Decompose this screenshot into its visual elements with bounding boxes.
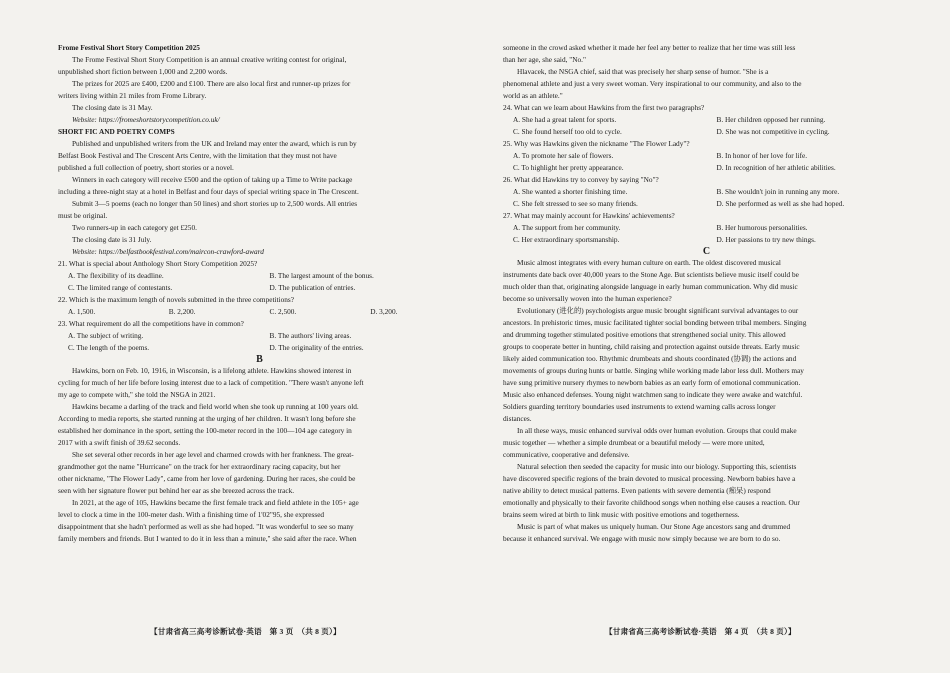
text-line: cycling for much of her life before losing interest due to a lack of competition. "There wasn't anyone left [58,378,364,387]
text-line: phenomenal athlete and just a very sweet woman. Very inspirational to our community, and also to the [503,79,802,88]
option-row [503,198,910,210]
text-line: communicative, cooperative and defensive. [503,450,630,459]
text-line: movements of groups during hunts or battle. Singing while working made labor less dull. Mothers may [503,366,804,375]
text-line: She set several other records in her age level and charmed crowds with her frankness. The great- [72,450,354,459]
text-line: groups to cooperate better in hunting, child raising and protection against outside threats. Early music [503,342,800,351]
text-line: Published and unpublished writers from the UK and Ireland may enter the award, which is run by [72,139,357,148]
closing-date: The closing date is 31 May. [72,103,153,112]
option: C. To highlight her pretty appearance. [513,163,624,172]
footer-right: 【甘肃省高三高考诊断试卷·英语 第 4 页 （共 8 页）】 [605,627,796,636]
text-line: world as an athlete." [503,91,563,100]
text-line: music together — whether a simple drumbeat or a beautiful melody — were more united, [503,438,765,447]
text-line: 2017 with a swift finish of 39.62 seconds. [58,438,181,447]
text-line: The prizes for 2025 are £400, £200 and £100. There are also local first and runner-up prizes for [72,79,351,88]
text-line: someone in the crowd asked whether it made her feel any better to realize that her time was still less [503,43,796,52]
text-line: family members and friends. But I wanted to do it in less than a minute," she said after the race. When [58,534,357,543]
text-line: other nickname, "The Flower Lady", came from her love of gardening. During her races, she could be [58,474,356,483]
section-c-heading: C [702,246,711,257]
text-line: than her age, she said, "No." [503,55,586,64]
option: D. Her passions to try new things. [716,235,816,244]
option-row [503,234,910,246]
website-line: Website: https://belfastbookfestival.com/maircon-crawford-award [72,247,264,256]
text-line: must be original. [58,211,108,220]
text-line: published a full collection of poetry, short stories or a novel. [58,163,234,172]
closing-date: The closing date is 31 July. [72,235,152,244]
question-stem: 24. What can we learn about Hawkins from the first two paragraphs? [503,103,705,112]
text-line: Music almost integrates with every human culture on earth. The oldest discovered musical [517,258,781,267]
option: B. She wouldn't join in running any more. [716,187,840,196]
option-row [58,282,461,294]
footer-left: 【甘肃省高三高考诊断试卷·英语 第 3 页 （共 8 页）】 [150,627,341,636]
passage-b [58,365,461,545]
option: D. She was not competitive in cycling. [716,127,830,136]
text-line: distances. [503,414,532,423]
option: D. In recognition of her athletic abilities. [716,163,836,172]
option-row [58,342,461,354]
text-line: Hlavacek, the NSGA chief, said that was precisely her sharp sense of humor. "She is a [517,67,769,76]
questions-a [58,258,461,354]
question-stem: 21. What is special about Anthology Short Story Competition 2025? [58,259,258,268]
question-stem: 26. What did Hawkins try to convey by saying "No"? [503,175,659,184]
text-line: established her dominance in the sport, setting the 100-meter record in the 100—104 age category in [58,426,352,435]
text-line: have discovered specific regions of the brain devoted to musical processing. Newborn babies have a [503,474,796,483]
text-line: much older than that, originating alongside language in early human communication. Why did music [503,282,798,291]
option: C. She felt stressed to see so many friends. [513,199,638,208]
option: C. The limited range of contestants. [68,283,173,292]
text-line: emotionally and physically to their favorite childhood songs when nothing else causes a reaction. Our [503,498,800,507]
option: A. She wanted a shorter finishing time. [513,187,628,196]
option: A. She had a great talent for sports. [513,115,617,124]
text-line: Natural selection then seeded the capacity for music into our biology. Supporting this, scientists [517,462,797,471]
text-line: writers living within 21 miles from Frome Library. [58,91,207,100]
questions-b [503,102,910,246]
text-line: In 2021, at the age of 105, Hawkins became the first female track and field athlete in the 105+ age [72,498,359,507]
text-line: seen with her signature flower put behind her ear as she breezed across the track. [58,486,295,495]
option: B. In honor of her love for life. [716,151,808,160]
text-line: Music is part of what makes us uniquely human. Our Stone Age ancestors sang and drummed [517,522,791,531]
option: A. The flexibility of its deadline. [68,271,164,280]
text-line: ancestors. In prehistoric times, music facilitated tighter social bonding between tribal members. Singing [503,318,807,327]
question-stem: 23. What requirement do all the competitions have in common? [58,319,244,328]
passage-a-title: Frome Festival Short Story Competition 2025 [58,43,200,52]
text-line: my age to compete with," she told the NSGA in 2021. [58,390,216,399]
option: D. She performed as well as she had hoped. [716,199,845,208]
option-row [503,222,910,234]
option: A. The subject of writing. [68,331,144,340]
option: D. The originality of the entries. [269,343,364,352]
passage-a-subtitle: SHORT FIC AND POETRY COMPS [58,127,175,136]
option-row [503,126,910,138]
section-b-heading: B [256,354,263,365]
question-stem: 22. Which is the maximum length of novels submitted in the three competitions? [58,295,294,304]
text-line: including a three-night stay at a hotel in Belfast and four days of special writing space in The Crescent. [58,187,359,196]
option: B. Her children opposed her running. [716,115,826,124]
text-line: become so universally woven into the human experience? [503,294,672,303]
text-line: Two runners-up in each category get £250. [72,223,197,232]
text-line: Belfast Book Festival and The Crescent Arts Centre, with the limitation that they must not have [58,151,337,160]
text-line: According to media reports, she started running at the urging of her children. It wasn't long before she [58,414,356,423]
option: A. The support from her community. [513,223,621,232]
option: B. 2,200. [168,307,196,316]
text-line: level to clock a time in the 100-meter dash. With a finishing time of 1'02"95, she expressed [58,510,325,519]
option: D. The publication of entries. [269,283,356,292]
text-line: have sung primitive nursery rhymes to newborn babies as an early form of emotional communication. [503,378,801,387]
option-row [503,150,910,162]
option: C. She found herself too old to cycle. [513,127,622,136]
text-line: Hawkins, born on Feb. 10, 1916, in Wisconsin, is a lifelong athlete. Hawkins showed interest in [72,366,352,375]
text-line: Music also enhanced defenses. Young night watchmen sang to indicate they were awake and watchful. [503,390,803,399]
text-line: Soldiers guarding territory boundaries used instruments to extend warning calls across longer [503,402,776,411]
option-row [503,162,910,174]
text-line: instruments date back over 40,000 years to the Stone Age. But scientists believe music itself could be [503,270,799,279]
text-line: disappointment that she hadn't performed as well as she had hoped. "It was wonderful to see so many [58,522,354,531]
option: B. The largest amount of the bonus. [269,271,374,280]
text-line: native ability to detect musical patterns. Even patients with severe dementia (痴呆) respond [503,486,771,495]
text-line: Evolutionary (进化的) psychologists argue music brought significant survival advantages to our [517,306,799,315]
option: C. Her extraordinary sportsmanship. [513,235,620,244]
option: B. The authors' living areas. [269,331,352,340]
option: A. 1,500. [68,307,96,316]
passage-b-continued [503,42,910,102]
option: B. Her humorous personalities. [716,223,808,232]
option: C. The length of the poems. [68,343,150,352]
text-line: In all these ways, music enhanced survival odds over human evolution. Groups that could make [517,426,797,435]
option-row [503,114,910,126]
website-line: Website: https://fromeshortstorycompetition.co.uk/ [72,115,220,124]
text-line: grandmother got the name "Hurricane" on the track for her extraordinary racing capacity, but her [58,462,341,471]
text-line: The Frome Festival Short Story Competition is an annual creative writing contest for original, [72,55,347,64]
question-stem: 27. What may mainly account for Hawkins' achievements? [503,211,675,220]
option-row [58,306,461,318]
option-row [58,330,461,342]
option-row [503,186,910,198]
option: C. 2,500. [269,307,297,316]
text-line: unpublished short fiction between 1,000 and 2,200 words. [58,67,228,76]
text-line: Winners in each category will receive £500 and the option of taking up a Time to Write package [72,175,353,184]
right-page [475,0,950,673]
text-line: brains seem wired at birth to link music with positive emotions and togetherness. [503,510,740,519]
text-line: because it enhanced survival. We engage with music now simply because we are born to do so. [503,534,781,543]
text-line: Hawkins became a darling of the track and field world when she took up running at 100 years old. [72,402,359,411]
question-stem: 25. Why was Hawkins given the nickname "The Flower Lady"? [503,139,690,148]
text-line: likely aided communication too. Rhythmic drumbeats and shouts coordinated (协调) the actions and [503,354,797,363]
text-line: and drumming together stimulated positive emotions that strengthened social unity. This allowed [503,330,786,339]
text-line: Submit 3—5 poems (each no longer than 50 lines) and short stories up to 2,500 words. All entries [72,199,358,208]
option: A. To promote her sale of flowers. [513,151,614,160]
option: D. 3,200. [370,307,398,316]
passage-c [503,257,910,545]
option-row [58,270,461,282]
